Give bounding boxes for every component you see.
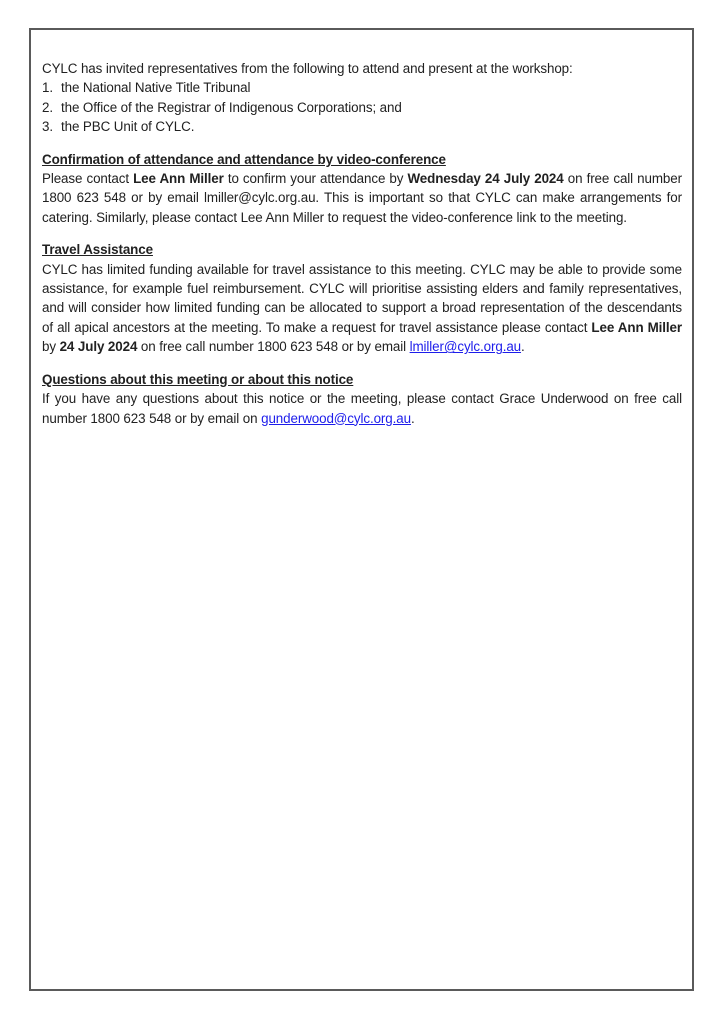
section-confirmation xyxy=(42,150,682,228)
text-run: . xyxy=(521,339,525,355)
list-item xyxy=(42,98,682,117)
bold-deadline-date: Wednesday 24 July 2024 xyxy=(407,171,564,187)
text-run: . xyxy=(410,410,415,426)
bold-contact-name: Lee Ann Miller xyxy=(591,319,682,335)
email-link-lmiller[interactable]: lmiller@cylc.org.au xyxy=(409,339,522,355)
section-heading: Confirmation of attendance and attendance by video-conference xyxy=(42,151,446,167)
section-paragraph xyxy=(42,260,682,357)
list-item-number: 1. xyxy=(42,80,53,96)
text-run: on free call number 1800 623 548 or by email xyxy=(137,339,410,355)
intro-paragraph xyxy=(42,59,682,78)
list-item xyxy=(42,117,682,136)
list-item-number: 3. xyxy=(42,119,53,135)
email-link-gunderwood[interactable]: gunderwood@cylc.org.au xyxy=(261,410,411,426)
section-paragraph xyxy=(42,169,682,227)
numbered-list xyxy=(42,78,682,136)
list-item-number: 2. xyxy=(42,99,53,115)
section-heading: Travel Assistance xyxy=(42,242,153,258)
text-run: to confirm your attendance by xyxy=(223,171,408,187)
intro-lead-text: CYLC has invited representatives from the following to attend and present at the workshop: xyxy=(42,61,573,76)
list-item xyxy=(42,78,682,97)
list-item-text: the Office of the Registrar of Indigenous Corporations; and xyxy=(61,99,402,115)
page-content xyxy=(42,59,682,428)
bold-contact-name: Lee Ann Miller xyxy=(133,171,224,187)
bold-deadline-date: 24 July 2024 xyxy=(59,339,138,355)
list-item-text: the National Native Title Tribunal xyxy=(61,80,251,96)
text-run: on free call number 1800 623 548 or by email lmiller@cylc.org.au. This is important so that CYLC can make arrangements for catering. Similarly, please contact Lee Ann Miller to request the video-conference link to the meeting. xyxy=(42,171,682,225)
text-run: CYLC has limited funding available for travel assistance to this meeting. CYLC may be able to provide some assistance, for example fuel reimbursement. CYLC will prioritise assisting elders and family representatives, and will consider how limited funding can be allocated to support a broad representation of the descendants of all apical ancestors at the meeting. To make a request for travel assistance please contact xyxy=(42,261,682,335)
list-item-text: the PBC Unit of CYLC. xyxy=(61,119,195,135)
section-paragraph xyxy=(42,389,682,428)
text-run: Please contact xyxy=(42,171,134,187)
text-run: If you have any questions about this notice or the meeting, please contact Grace Underwood on free call number 1800 623 548 or by email on xyxy=(42,391,682,426)
text-run: by xyxy=(42,339,60,355)
section-travel-assistance xyxy=(42,240,682,356)
section-questions xyxy=(42,370,682,428)
section-heading: Questions about this meeting or about this notice xyxy=(42,371,354,387)
